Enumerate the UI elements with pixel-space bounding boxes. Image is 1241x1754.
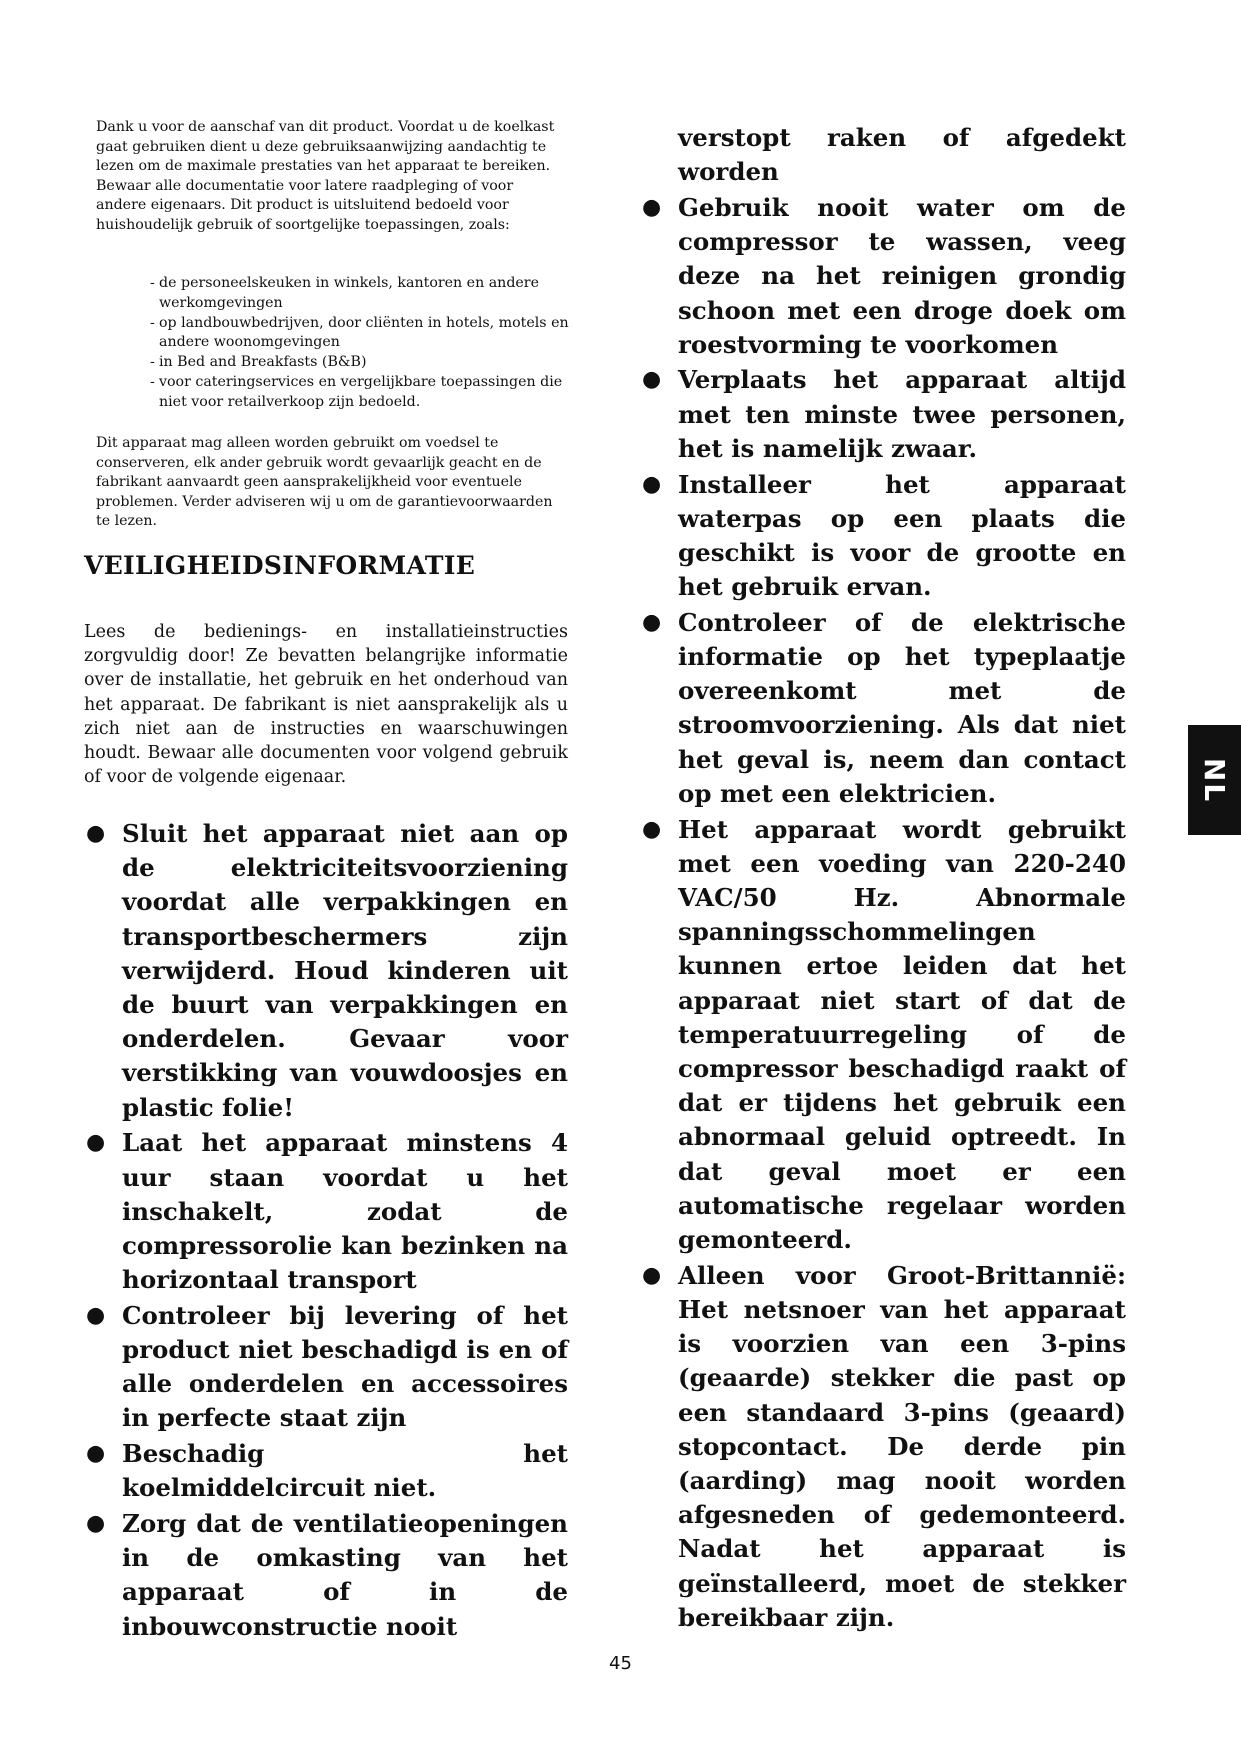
list-item [84, 817, 568, 1125]
bullet-icon: ● [642, 194, 662, 220]
language-tab-label: NL [1198, 757, 1231, 803]
list-item [640, 191, 1126, 362]
list-item-text: Controleer bij levering of het product niet beschadigd is en of alle onderdelen en accessoires in perfecte staat zijn [122, 1300, 568, 1433]
list-item [640, 363, 1126, 466]
bullet-icon: ● [86, 821, 106, 846]
safety-intro-paragraph: Lees de bedienings- en installatieinstructies zorgvuldig door! Ze bevatten belangrijke informatie over de installatie, het gebruik en het onderhoud van het apparaat. De fabrikant is niet aansprakelijk als u zich niet aan de instructies en waarschuwingen houdt. Bewaar alle documenten voor volgend gebruik of voor de volgende eigenaar. [84, 622, 568, 788]
section-heading: VEILIGHEIDSINFORMATIE [84, 551, 476, 580]
list-item: - in Bed and Breakfasts (B&B) [150, 353, 570, 373]
list-item-text: Verplaats het apparaat altijd met ten minste twee personen, het is namelijk zwaar. [678, 365, 1126, 463]
list-item: - de personeelskeuken in winkels, kantoren en andere werkomgevingen [150, 274, 570, 314]
intro-paragraph: Dank u voor de aanschaf van dit product. Voordat u de koelkast gaat gebruiken dient u deze gebruiksaanwijzing aandachtig te lezen om de maximale prestaties van het apparaat te bereiken. Bewaar alle documentatie voor latere raadpleging of voor andere eigenaars. Dit product is uitsluitend bedoeld voor huishoudelijk gebruik of soortgelijke toepassingen, zoals: [96, 119, 555, 233]
list-item: - op landbouwbedrijven, door cliënten in hotels, motels en andere woonomgevingen [150, 314, 570, 354]
safety-list-right [640, 121, 1126, 1636]
list-item-text: Zorg dat de ventilatieopeningen in de omkasting van het apparaat of in de inbouwconstructie nooit [122, 1509, 568, 1641]
list-item [640, 1259, 1126, 1635]
list-item-text: Het apparaat wordt gebruikt met een voeding van 220-240 VAC/50 Hz. Abnormale spanningsschommelingen kunnen ertoe leiden dat het apparaat niet start of dat de temperatuurregeling of de compressor beschadigd raakt of dat er tijdens het gebruik een abnormaal geluid optreedt. In dat geval moet er een automatische regelaar worden gemonteerd. [678, 814, 1126, 1254]
bullet-icon: ● [642, 367, 662, 393]
list-item-text: Alleen voor Groot-Brittannië: Het netsnoer van het apparaat is voorzien van een 3-pins (geaarde) stekker die past op een standaard 3-pins (geaard) stopcontact. De derde pin (aarding) mag nooit worden afgesneden of gedemonteerd. Nadat het apparaat is geïnstalleerd, moet de stekker bereikbaar zijn. [678, 1260, 1126, 1632]
list-item-text: Installeer het apparaat waterpas op een plaats die geschikt is voor de grootte en het gebruik ervan. [678, 469, 1126, 602]
bullet-icon: ● [642, 1262, 662, 1288]
bullet-icon: ● [86, 1441, 106, 1467]
bullet-icon: ● [642, 609, 662, 635]
list-item [84, 1299, 568, 1436]
page-number: 45 [609, 1653, 632, 1674]
list-item [84, 1437, 568, 1505]
list-item [84, 1507, 568, 1644]
bullet-icon: ● [642, 471, 662, 497]
list-item [84, 1126, 568, 1297]
bullet-icon: ● [86, 1302, 106, 1328]
list-item-text: Sluit het apparaat niet aan op de elektriciteitsvoorziening voordat alle verpakkingen en transportbeschermers zijn verwijderd. Houd kinderen uit de buurt van verpakkingen en onderdelen. Gevaar voor verstikking van vouwdoosjes en plastic folie! [122, 819, 568, 1122]
list-item-text: Beschadig het koelmiddelcircuit niet. [122, 1439, 568, 1503]
language-tab [1188, 725, 1241, 835]
list-item [640, 813, 1126, 1258]
list-item [640, 468, 1126, 605]
usage-list [150, 274, 570, 413]
bullet-icon: ● [86, 1511, 106, 1537]
list-item-text: Controleer of de elektrische informatie op het typeplaatje overeenkomt met de stroomvoorziening. Als dat niet het geval is, neem dan contact op met een elektricien. [678, 607, 1126, 808]
list-item [640, 606, 1126, 811]
list-item-text: verstopt raken of afgedekt worden [678, 123, 1126, 187]
safety-list-left [84, 817, 568, 1645]
list-item-text: Laat het apparaat minstens 4 uur staan voordat u het inschakelt, zodat de compressorolie kan bezinken na horizontaal transport [122, 1128, 568, 1295]
list-item-text: Gebruik nooit water om de compressor te wassen, veeg deze na het reinigen grondig schoon met een droge doek om roestvorming te voorkomen [678, 192, 1126, 359]
usage-warning-paragraph: Dit apparaat mag alleen worden gebruikt om voedsel te conserveren, elk ander gebruik wordt gevaarlijk geacht en de fabrikant aanvaardt geen aansprakelijkheid voor eventuele problemen. Verder adviseren wij u om de garantievoorwaarden te lezen. [96, 435, 553, 530]
bullet-icon: ● [86, 1130, 106, 1156]
list-item-continuation [640, 121, 1126, 189]
bullet-icon: ● [642, 816, 662, 842]
list-item: - voor cateringservices en vergelijkbare toepassingen die niet voor retailverkoop zijn bedoeld. [150, 373, 570, 413]
